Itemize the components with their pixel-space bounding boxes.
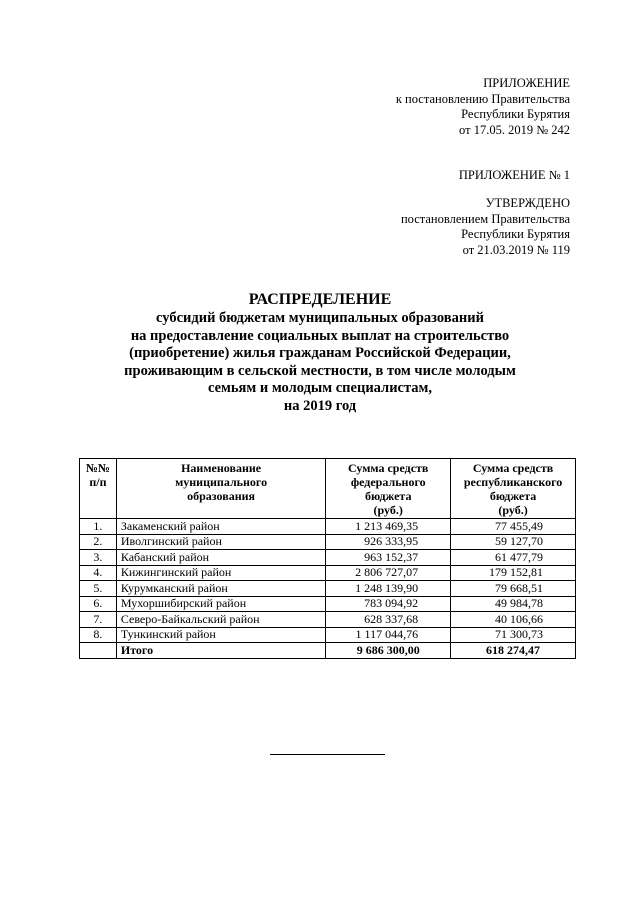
table-row: [80, 565, 576, 581]
total-label: Итого: [116, 643, 325, 659]
row-republic: 79 668,51: [451, 581, 576, 597]
header-republic-line: (руб.): [498, 503, 528, 517]
title-line: субсидий бюджетам муниципальных образований: [156, 310, 484, 326]
header-name-line: образования: [187, 489, 256, 503]
appendix-line: Республики Бурятия: [461, 107, 570, 121]
table-row: [80, 519, 576, 535]
row-num: 7.: [80, 612, 117, 628]
header-num-line: п/п: [89, 475, 107, 489]
row-num: 1.: [80, 519, 117, 535]
row-num: 6.: [80, 596, 117, 612]
row-name: Курумканский район: [116, 581, 325, 597]
row-republic: 179 152,81: [451, 565, 576, 581]
appendix-no1-heading: ПРИЛОЖЕНИЕ № 1: [458, 168, 570, 182]
header-name-line: Наименование: [181, 461, 262, 475]
approved-block: [401, 196, 570, 258]
row-name: Северо-Байкальский район: [116, 612, 325, 628]
header-federal-line: бюджета: [364, 489, 412, 503]
row-republic: 77 455,49: [451, 519, 576, 535]
row-num: 5.: [80, 581, 117, 597]
appendix-date: от 17.05. 2019 № 242: [459, 122, 570, 137]
row-name: Кижингинский район: [116, 565, 325, 581]
title-line: проживающим в сельской местности, в том числе молодым: [124, 362, 516, 379]
row-name: Иволгинский район: [116, 534, 325, 550]
row-republic: 40 106,66: [451, 612, 576, 628]
total-federal: 9 686 300,00: [326, 643, 451, 659]
header-republic: [451, 459, 576, 519]
row-republic: 71 300,73: [451, 627, 576, 643]
appendix-line: к постановлению Правительства: [395, 91, 570, 106]
row-republic: 61 477,79: [451, 550, 576, 566]
title-line: на предоставление социальных выплат на строительство: [130, 327, 510, 344]
header-republic-line: Сумма средств: [472, 461, 554, 475]
row-num: 3.: [80, 550, 117, 566]
header-federal-line: Сумма средств: [348, 461, 429, 475]
approved-line: постановлением Правительства: [400, 211, 570, 226]
header-num: [80, 459, 117, 519]
appendix-no1: [459, 168, 570, 184]
header-federal-line: (руб.): [373, 503, 403, 517]
header-name: [116, 459, 325, 519]
table-row: [80, 550, 576, 566]
approved-line: Республики Бурятия: [461, 227, 570, 241]
table-header-row: [80, 459, 576, 519]
title-line: (приобретение) жилья гражданам Российской Федерации,: [129, 345, 511, 361]
header-num-line: №№: [85, 461, 110, 475]
table-total-row: [80, 643, 576, 659]
row-federal: 1 213 469,35: [326, 519, 451, 535]
appendix-block: [396, 76, 570, 138]
row-republic: 59 127,70: [451, 534, 576, 550]
header-federal-line: федерального: [350, 475, 426, 489]
total-num: [80, 643, 117, 659]
document-title: [0, 291, 640, 415]
title-line: на 2019 год: [283, 397, 357, 414]
row-name: Кабанский район: [116, 550, 325, 566]
row-name: Мухоршибирский район: [116, 596, 325, 612]
row-num: 8.: [80, 627, 117, 643]
row-name: Тункинский район: [116, 627, 325, 643]
header-republic-line: бюджета: [489, 489, 537, 503]
row-federal: 926 333,95: [326, 534, 451, 550]
table-row: [80, 612, 576, 628]
approved-date: от 21.03.2019 № 119: [462, 242, 570, 257]
header-federal: [326, 459, 451, 519]
row-federal: 783 094,92: [326, 596, 451, 612]
row-num: 4.: [80, 565, 117, 581]
row-name: Закаменский район: [116, 519, 325, 535]
approved-heading: УТВЕРЖДЕНО: [485, 196, 570, 210]
subsidy-table: [79, 458, 576, 659]
title-main: РАСПРЕДЕЛЕНИЕ: [248, 291, 392, 308]
table-row: [80, 534, 576, 550]
header-republic-line: республиканского: [463, 475, 563, 489]
row-federal: 628 337,68: [326, 612, 451, 628]
table-row: [80, 596, 576, 612]
header-name-line: муниципального: [175, 475, 268, 489]
row-federal: 2 806 727,07: [326, 565, 451, 581]
total-republic: 618 274,47: [451, 643, 576, 659]
table-row: [80, 581, 576, 597]
row-federal: 1 248 139,90: [326, 581, 451, 597]
row-federal: 963 152,37: [326, 550, 451, 566]
table-row: [80, 627, 576, 643]
row-federal: 1 117 044,76: [326, 627, 451, 643]
closing-divider: [270, 754, 385, 755]
title-line: семьям и молодым специалистам,: [207, 380, 433, 396]
row-num: 2.: [80, 534, 117, 550]
appendix-heading: ПРИЛОЖЕНИЕ: [483, 76, 570, 90]
row-republic: 49 984,78: [451, 596, 576, 612]
